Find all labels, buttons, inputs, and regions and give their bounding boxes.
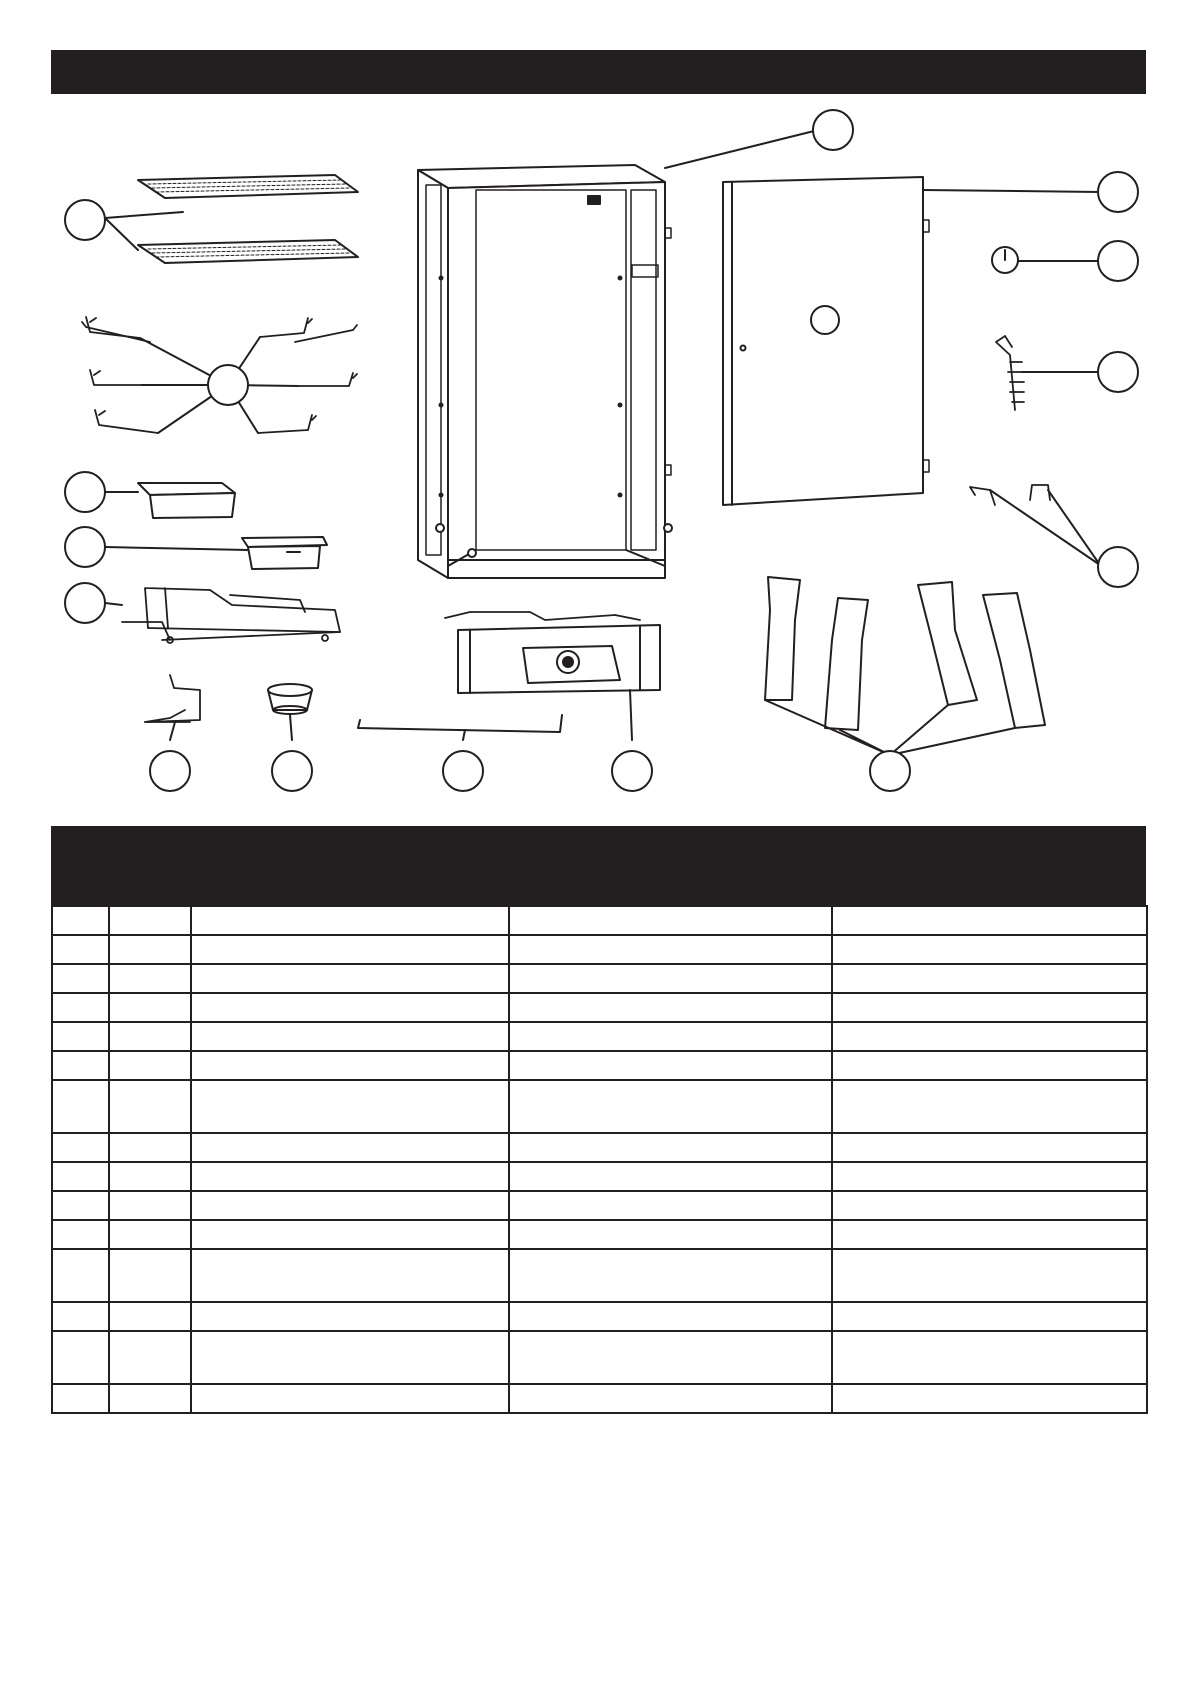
callout-circle: [1098, 547, 1138, 587]
table-cell: [191, 1249, 509, 1302]
table-cell: [509, 1331, 832, 1384]
table-cell: [509, 1302, 832, 1331]
callout-circle: [870, 751, 910, 791]
table-cell: [109, 1080, 191, 1133]
table-cell: [832, 993, 1147, 1022]
table-cell: [832, 964, 1147, 993]
table-cell: [509, 993, 832, 1022]
table-cell: [832, 1051, 1147, 1080]
table-cell: [191, 1080, 509, 1133]
callout-circle: [65, 527, 105, 567]
table-cell: [509, 1051, 832, 1080]
callout-circle: [1098, 352, 1138, 392]
table-row: [52, 1331, 1147, 1384]
table-row: [52, 935, 1147, 964]
table-row: [52, 1080, 1147, 1133]
callout-circle: [150, 751, 190, 791]
table-cell: [109, 1331, 191, 1384]
table-cell: [832, 1022, 1147, 1051]
table-cell: [191, 993, 509, 1022]
table-cell: [52, 1162, 109, 1191]
callout-circle: [443, 751, 483, 791]
exploded-parts-diagram: [0, 0, 1191, 810]
door: [723, 177, 929, 505]
callout-circle: [208, 365, 248, 405]
table-cell: [52, 1249, 109, 1302]
callout-circle: [1098, 241, 1138, 281]
burner-assembly: [445, 612, 660, 693]
table-cell: [191, 1022, 509, 1051]
water-pan: [138, 483, 235, 518]
table-cell: [109, 964, 191, 993]
table-cell: [191, 935, 509, 964]
bracket-part: [145, 675, 200, 722]
table-cell: [832, 1220, 1147, 1249]
table-cell: [52, 1220, 109, 1249]
table-cell: [509, 1249, 832, 1302]
callout-circle: [813, 110, 853, 150]
table-cell: [52, 935, 109, 964]
table-cell: [191, 1051, 509, 1080]
callout-circle: [65, 583, 105, 623]
callout-circle: [1098, 172, 1138, 212]
burner-support-frame: [122, 588, 340, 643]
door-rod: [358, 715, 562, 732]
table-row: [52, 1022, 1147, 1051]
table-cell: [109, 935, 191, 964]
table-cell: [109, 993, 191, 1022]
table-cell: [109, 1051, 191, 1080]
callout-circle: [65, 472, 105, 512]
table-cell: [191, 1302, 509, 1331]
table-row: [52, 1384, 1147, 1413]
cabinet-body: [418, 165, 672, 578]
table-cell: [109, 1022, 191, 1051]
table-cell: [191, 1162, 509, 1191]
table-cell: [52, 906, 109, 935]
table-cell: [509, 1384, 832, 1413]
table-cell: [52, 1302, 109, 1331]
table-cell: [832, 1302, 1147, 1331]
table-row: [52, 964, 1147, 993]
table-row: [52, 1220, 1147, 1249]
table-cell: [109, 1133, 191, 1162]
table-row: [52, 1133, 1147, 1162]
table-cell: [832, 1080, 1147, 1133]
door-latches: [970, 485, 1050, 505]
table-cell: [109, 1249, 191, 1302]
grease-cup: [268, 684, 312, 714]
table-cell: [52, 964, 109, 993]
table-cell: [832, 1331, 1147, 1384]
wood-chip-tray: [242, 537, 327, 569]
table-cell: [109, 1302, 191, 1331]
table-cell: [509, 1191, 832, 1220]
callout-circle: [272, 751, 312, 791]
table-cell: [832, 1249, 1147, 1302]
table-cell: [191, 964, 509, 993]
table-row: [52, 1249, 1147, 1302]
table-cell: [191, 1220, 509, 1249]
table-cell: [191, 1384, 509, 1413]
parts-table-header: [51, 826, 1146, 905]
table-row: [52, 1162, 1147, 1191]
table-cell: [509, 1133, 832, 1162]
callout-circle: [65, 200, 105, 240]
table-cell: [832, 935, 1147, 964]
thermometer: [992, 247, 1018, 273]
table-row: [52, 993, 1147, 1022]
table-cell: [832, 1133, 1147, 1162]
parts-list-table: [51, 905, 1148, 1414]
table-cell: [509, 906, 832, 935]
table-cell: [509, 1022, 832, 1051]
table-cell: [109, 1384, 191, 1413]
table-cell: [832, 1162, 1147, 1191]
table-cell: [509, 964, 832, 993]
table-cell: [52, 1133, 109, 1162]
table-cell: [832, 906, 1147, 935]
callout-circle: [612, 751, 652, 791]
table-cell: [832, 1191, 1147, 1220]
table-cell: [52, 1022, 109, 1051]
table-cell: [109, 1191, 191, 1220]
table-cell: [109, 1220, 191, 1249]
legs: [765, 577, 1045, 730]
table-cell: [52, 1051, 109, 1080]
table-cell: [191, 1331, 509, 1384]
door-handle: [996, 336, 1024, 410]
cooking-racks: [138, 175, 358, 263]
table-row: [52, 906, 1147, 935]
table-cell: [52, 993, 109, 1022]
table-row: [52, 1302, 1147, 1331]
table-cell: [52, 1331, 109, 1384]
table-cell: [509, 935, 832, 964]
table-cell: [191, 906, 509, 935]
table-cell: [509, 1080, 832, 1133]
table-cell: [509, 1220, 832, 1249]
table-cell: [52, 1080, 109, 1133]
table-cell: [109, 1162, 191, 1191]
table-cell: [191, 1191, 509, 1220]
table-cell: [109, 906, 191, 935]
table-cell: [52, 1191, 109, 1220]
table-row: [52, 1051, 1147, 1080]
table-row: [52, 1191, 1147, 1220]
table-cell: [509, 1162, 832, 1191]
table-cell: [832, 1384, 1147, 1413]
table-cell: [191, 1133, 509, 1162]
table-cell: [52, 1384, 109, 1413]
